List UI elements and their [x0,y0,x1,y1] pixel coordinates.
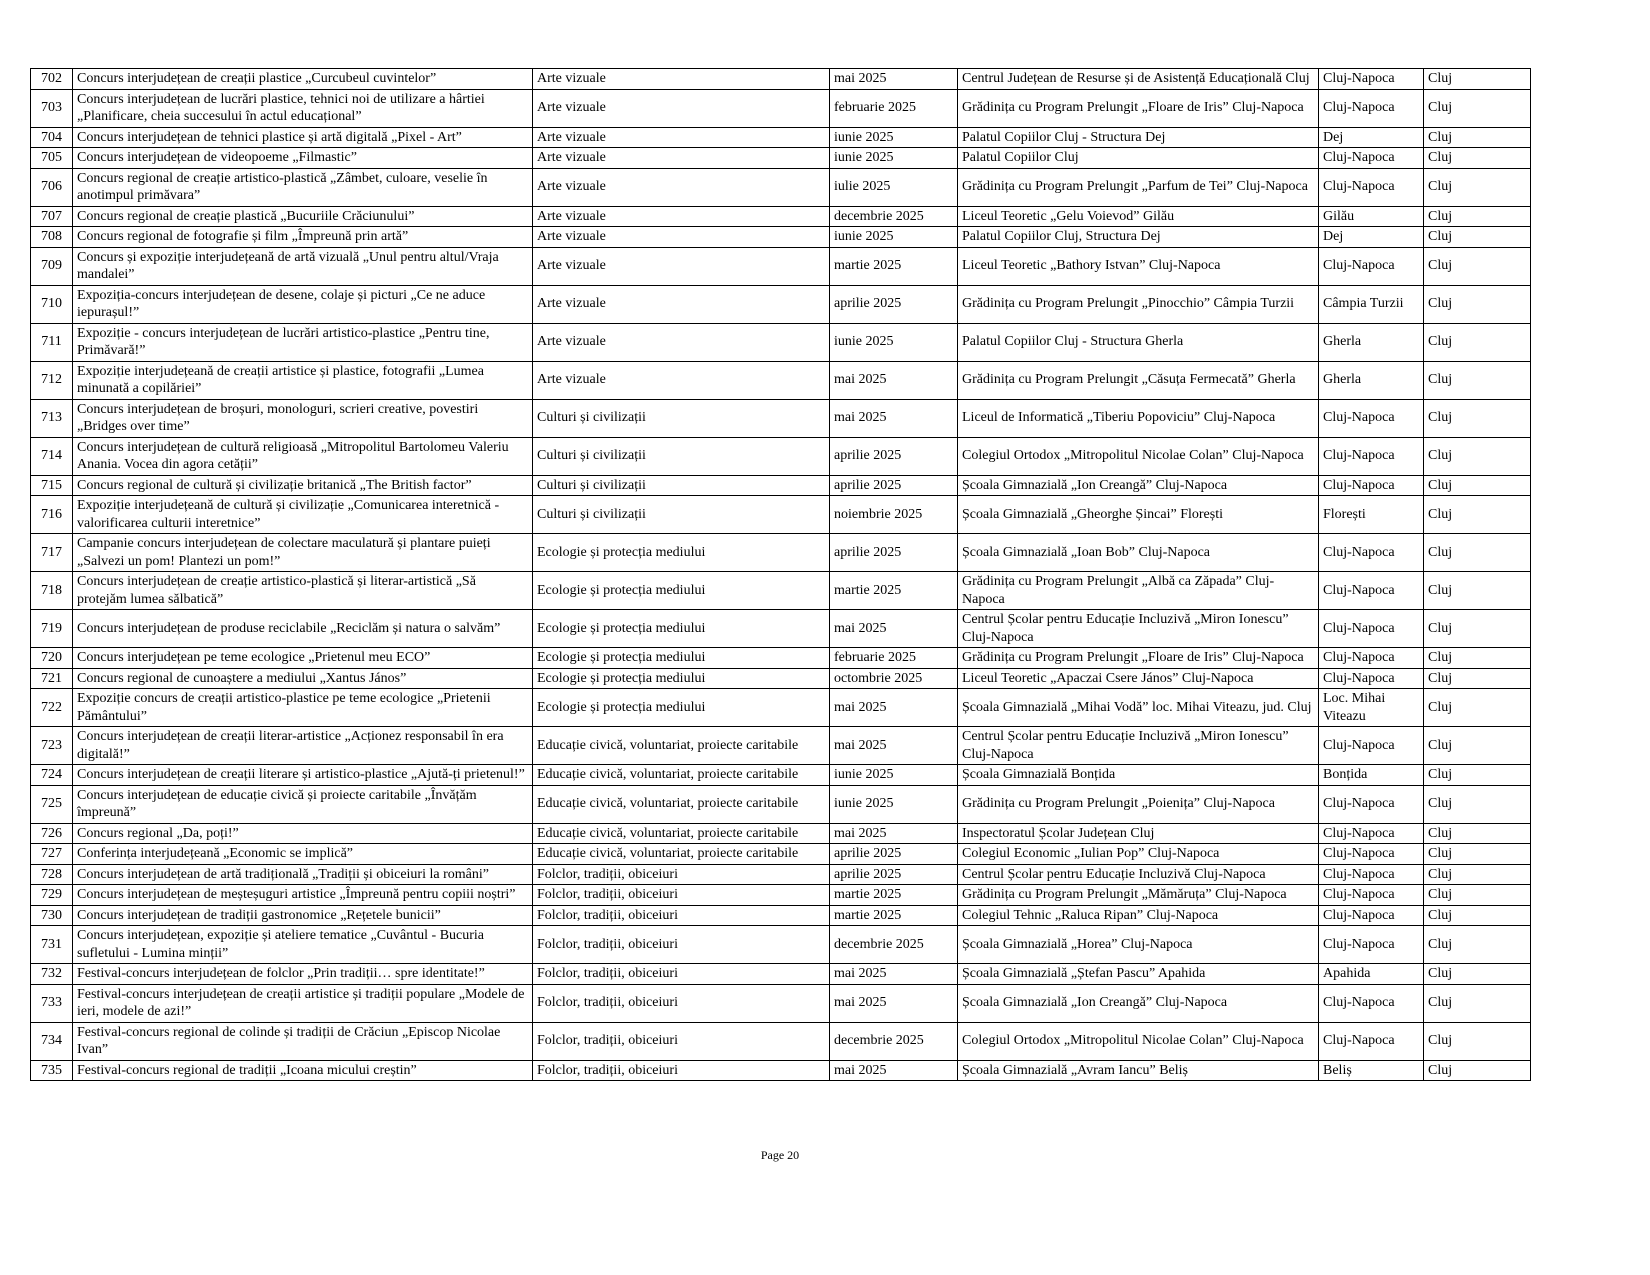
institution-cell: Școala Gimnazială „Horea” Cluj-Napoca [958,926,1319,964]
county-cell: Cluj [1424,69,1531,90]
locality-cell: Apahida [1319,964,1424,985]
date-cell: mai 2025 [830,361,958,399]
date-cell: iunie 2025 [830,785,958,823]
page-number: Page 20 [760,1148,800,1162]
county-cell: Cluj [1424,127,1531,148]
competition-name-cell: Concurs interjudețean de tradiții gastronomice „Rețetele bunicii” [73,905,533,926]
table-row [31,534,1531,572]
institution-cell: Inspectoratul Școlar Județean Cluj [958,823,1319,844]
category-cell: Folclor, tradiții, obiceiuri [533,864,830,885]
institution-cell: Liceul Teoretic „Gelu Voievod” Gilău [958,206,1319,227]
county-cell: Cluj [1424,1060,1531,1081]
date-cell: iulie 2025 [830,168,958,206]
category-cell: Arte vizuale [533,168,830,206]
county-cell: Cluj [1424,668,1531,689]
category-cell: Ecologie și protecția mediului [533,534,830,572]
table-row [31,689,1531,727]
county-cell: Cluj [1424,475,1531,496]
institution-cell: Școala Gimnazială „Ion Creangă” Cluj-Napoca [958,984,1319,1022]
date-cell: aprilie 2025 [830,475,958,496]
category-cell: Ecologie și protecția mediului [533,668,830,689]
row-number-cell: 722 [31,689,73,727]
category-cell: Arte vizuale [533,247,830,285]
row-number-cell: 705 [31,148,73,169]
category-cell: Educație civică, voluntariat, proiecte caritabile [533,785,830,823]
locality-cell: Cluj-Napoca [1319,844,1424,865]
date-cell: mai 2025 [830,689,958,727]
locality-cell: Cluj-Napoca [1319,668,1424,689]
locality-cell: Cluj-Napoca [1319,437,1424,475]
locality-cell: Câmpia Turzii [1319,285,1424,323]
competition-name-cell: Concurs interjudețean de tehnici plastice și artă digitală „Pixel - Art” [73,127,533,148]
date-cell: aprilie 2025 [830,437,958,475]
institution-cell: Palatul Copiilor Cluj [958,148,1319,169]
institution-cell: Grădinița cu Program Prelungit „Floare de Iris” Cluj-Napoca [958,648,1319,669]
table-row [31,785,1531,823]
category-cell: Arte vizuale [533,285,830,323]
competition-name-cell: Concurs regional de creație artistico-plastică „Zâmbet, culoare, veselie în anotimpul primăvara” [73,168,533,206]
table-row [31,1022,1531,1060]
institution-cell: Grădinița cu Program Prelungit „Mămăruța” Cluj-Napoca [958,885,1319,906]
competition-name-cell: Concurs interjudețean de educație civică și proiecte caritabile „Învățăm împreună” [73,785,533,823]
table-row [31,984,1531,1022]
date-cell: iunie 2025 [830,127,958,148]
category-cell: Folclor, tradiții, obiceiuri [533,1022,830,1060]
county-cell: Cluj [1424,227,1531,248]
institution-cell: Liceul Teoretic „Bathory Istvan” Cluj-Napoca [958,247,1319,285]
county-cell: Cluj [1424,148,1531,169]
county-cell: Cluj [1424,534,1531,572]
category-cell: Ecologie și protecția mediului [533,689,830,727]
table-row [31,926,1531,964]
row-number-cell: 735 [31,1060,73,1081]
county-cell: Cluj [1424,844,1531,865]
county-cell: Cluj [1424,648,1531,669]
competition-name-cell: Expoziția-concurs interjudețean de desene, colaje și picturi „Ce ne aduce iepurașul!” [73,285,533,323]
locality-cell: Gherla [1319,361,1424,399]
row-number-cell: 707 [31,206,73,227]
locality-cell: Cluj-Napoca [1319,727,1424,765]
row-number-cell: 712 [31,361,73,399]
row-number-cell: 732 [31,964,73,985]
institution-cell: Colegiul Economic „Iulian Pop” Cluj-Napoca [958,844,1319,865]
table-row [31,168,1531,206]
institution-cell: Centrul Școlar pentru Educație Incluzivă Cluj-Napoca [958,864,1319,885]
institution-cell: Centrul Județean de Resurse și de Asistență Educațională Cluj [958,69,1319,90]
table-row [31,227,1531,248]
locality-cell: Florești [1319,496,1424,534]
date-cell: decembrie 2025 [830,1022,958,1060]
institution-cell: Grădinița cu Program Prelungit „Floare de Iris” Cluj-Napoca [958,89,1319,127]
date-cell: noiembrie 2025 [830,496,958,534]
category-cell: Arte vizuale [533,148,830,169]
row-number-cell: 719 [31,610,73,648]
competition-name-cell: Expoziție concurs de creații artistico-plastice pe teme ecologice „Prietenii Pământului” [73,689,533,727]
category-cell: Ecologie și protecția mediului [533,648,830,669]
table-row [31,572,1531,610]
date-cell: mai 2025 [830,1060,958,1081]
locality-cell: Cluj-Napoca [1319,610,1424,648]
county-cell: Cluj [1424,765,1531,786]
category-cell: Folclor, tradiții, obiceiuri [533,885,830,906]
date-cell: iunie 2025 [830,323,958,361]
institution-cell: Școala Gimnazială Bonțida [958,765,1319,786]
table-row [31,727,1531,765]
locality-cell: Cluj-Napoca [1319,572,1424,610]
competition-name-cell: Festival-concurs interjudețean de folclor „Prin tradiții… spre identitate!” [73,964,533,985]
locality-cell: Loc. Mihai Viteazu [1319,689,1424,727]
row-number-cell: 734 [31,1022,73,1060]
county-cell: Cluj [1424,926,1531,964]
competition-name-cell: Conferința interjudețeană „Economic se implică” [73,844,533,865]
institution-cell: Palatul Copiilor Cluj - Structura Dej [958,127,1319,148]
date-cell: mai 2025 [830,984,958,1022]
category-cell: Arte vizuale [533,206,830,227]
competition-name-cell: Concurs regional „Da, poți!” [73,823,533,844]
row-number-cell: 730 [31,905,73,926]
institution-cell: Colegiul Tehnic „Raluca Ripan” Cluj-Napoca [958,905,1319,926]
county-cell: Cluj [1424,206,1531,227]
date-cell: martie 2025 [830,905,958,926]
competition-name-cell: Festival-concurs interjudețean de creații artistice și tradiții populare „Modele de ieri, modele de azi!” [73,984,533,1022]
category-cell: Educație civică, voluntariat, proiecte caritabile [533,727,830,765]
locality-cell: Cluj-Napoca [1319,89,1424,127]
date-cell: iunie 2025 [830,765,958,786]
county-cell: Cluj [1424,984,1531,1022]
institution-cell: Palatul Copiilor Cluj, Structura Dej [958,227,1319,248]
category-cell: Arte vizuale [533,127,830,148]
category-cell: Culturi și civilizații [533,437,830,475]
locality-cell: Cluj-Napoca [1319,1022,1424,1060]
category-cell: Arte vizuale [533,227,830,248]
county-cell: Cluj [1424,285,1531,323]
date-cell: aprilie 2025 [830,534,958,572]
competitions-table-body [31,69,1531,1081]
locality-cell: Cluj-Napoca [1319,864,1424,885]
row-number-cell: 729 [31,885,73,906]
county-cell: Cluj [1424,610,1531,648]
category-cell: Folclor, tradiții, obiceiuri [533,984,830,1022]
competition-name-cell: Festival-concurs regional de colinde și tradiții de Crăciun „Episcop Nicolae Ivan” [73,1022,533,1060]
date-cell: mai 2025 [830,964,958,985]
date-cell: aprilie 2025 [830,864,958,885]
institution-cell: Grădinița cu Program Prelungit „Poienița” Cluj-Napoca [958,785,1319,823]
competition-name-cell: Concurs interjudețean de lucrări plastice, tehnici noi de utilizare a hârtiei „Planificare, cheia succesului în actul educațional” [73,89,533,127]
institution-cell: Școala Gimnazială „Ion Creangă” Cluj-Napoca [958,475,1319,496]
category-cell: Educație civică, voluntariat, proiecte caritabile [533,823,830,844]
institution-cell: Centrul Școlar pentru Educație Incluzivă „Miron Ionescu” Cluj-Napoca [958,610,1319,648]
locality-cell: Gherla [1319,323,1424,361]
row-number-cell: 703 [31,89,73,127]
table-row [31,885,1531,906]
table-row [31,648,1531,669]
county-cell: Cluj [1424,399,1531,437]
institution-cell: Liceul de Informatică „Tiberiu Popoviciu” Cluj-Napoca [958,399,1319,437]
row-number-cell: 715 [31,475,73,496]
competition-name-cell: Concurs interjudețean de meșteșuguri artistice „Împreună pentru copiii noștri” [73,885,533,906]
date-cell: decembrie 2025 [830,926,958,964]
locality-cell: Cluj-Napoca [1319,148,1424,169]
row-number-cell: 709 [31,247,73,285]
row-number-cell: 733 [31,984,73,1022]
locality-cell: Cluj-Napoca [1319,905,1424,926]
row-number-cell: 726 [31,823,73,844]
row-number-cell: 718 [31,572,73,610]
competition-name-cell: Concurs interjudețean de artă tradițională „Tradiții și obiceiuri la români” [73,864,533,885]
category-cell: Arte vizuale [533,89,830,127]
competition-name-cell: Concurs interjudețean de cultură religioasă „Mitropolitul Bartolomeu Valeriu Anania. Vocea din agora cetății” [73,437,533,475]
category-cell: Ecologie și protecția mediului [533,572,830,610]
locality-cell: Cluj-Napoca [1319,168,1424,206]
row-number-cell: 704 [31,127,73,148]
table-row [31,964,1531,985]
institution-cell: Centrul Școlar pentru Educație Incluzivă „Miron Ionescu” Cluj-Napoca [958,727,1319,765]
competition-name-cell: Concurs și expoziție interjudețeană de artă vizuală „Unul pentru altul/Vraja mandalei” [73,247,533,285]
locality-cell: Cluj-Napoca [1319,247,1424,285]
table-row [31,844,1531,865]
competition-name-cell: Concurs interjudețean de videopoeme „Filmastic” [73,148,533,169]
county-cell: Cluj [1424,496,1531,534]
row-number-cell: 713 [31,399,73,437]
row-number-cell: 724 [31,765,73,786]
competition-name-cell: Concurs regional de cultură și civilizație britanică „The British factor” [73,475,533,496]
competition-name-cell: Expoziție interjudețeană de creații artistice și plastice, fotografii „Lumea minunată a copilăriei” [73,361,533,399]
category-cell: Folclor, tradiții, obiceiuri [533,926,830,964]
date-cell: mai 2025 [830,69,958,90]
row-number-cell: 708 [31,227,73,248]
competition-name-cell: Expoziție interjudețeană de cultură și civilizație „Comunicarea interetnică - valorificarea culturii interetnice” [73,496,533,534]
date-cell: mai 2025 [830,610,958,648]
table-row [31,1060,1531,1081]
competition-name-cell: Concurs interjudețean de creații plastice „Curcubeul cuvintelor” [73,69,533,90]
institution-cell: Colegiul Ortodox „Mitropolitul Nicolae Colan” Cluj-Napoca [958,1022,1319,1060]
date-cell: iunie 2025 [830,227,958,248]
county-cell: Cluj [1424,885,1531,906]
county-cell: Cluj [1424,864,1531,885]
county-cell: Cluj [1424,964,1531,985]
row-number-cell: 720 [31,648,73,669]
category-cell: Folclor, tradiții, obiceiuri [533,964,830,985]
row-number-cell: 710 [31,285,73,323]
table-row [31,89,1531,127]
institution-cell: Școala Gimnazială „Avram Iancu” Beliș [958,1060,1319,1081]
locality-cell: Beliș [1319,1060,1424,1081]
date-cell: decembrie 2025 [830,206,958,227]
row-number-cell: 717 [31,534,73,572]
locality-cell: Cluj-Napoca [1319,475,1424,496]
category-cell: Educație civică, voluntariat, proiecte caritabile [533,844,830,865]
locality-cell: Bonțida [1319,765,1424,786]
institution-cell: Școala Gimnazială „Mihai Vodă” loc. Mihai Viteazu, jud. Cluj [958,689,1319,727]
locality-cell: Gilău [1319,206,1424,227]
locality-cell: Cluj-Napoca [1319,785,1424,823]
locality-cell: Dej [1319,227,1424,248]
table-row [31,610,1531,648]
competition-name-cell: Concurs interjudețean de creații literare și artistico-plastice „Ajută-ți prietenul!” [73,765,533,786]
locality-cell: Cluj-Napoca [1319,984,1424,1022]
institution-cell: Grădinița cu Program Prelungit „Căsuța Fermecată” Gherla [958,361,1319,399]
table-row [31,668,1531,689]
table-row [31,905,1531,926]
institution-cell: Școala Gimnazială „Gheorghe Șincai” Florești [958,496,1319,534]
table-row [31,247,1531,285]
competition-name-cell: Concurs interjudețean de produse reciclabile „Reciclăm și natura o salvăm” [73,610,533,648]
date-cell: martie 2025 [830,572,958,610]
locality-cell: Cluj-Napoca [1319,69,1424,90]
table-row [31,206,1531,227]
row-number-cell: 731 [31,926,73,964]
row-number-cell: 711 [31,323,73,361]
locality-cell: Cluj-Napoca [1319,885,1424,906]
county-cell: Cluj [1424,823,1531,844]
locality-cell: Cluj-Napoca [1319,926,1424,964]
competition-name-cell: Concurs interjudețean de creație artistico-plastică și literar-artistică „Să protejăm lumea sălbatică” [73,572,533,610]
institution-cell: Grădinița cu Program Prelungit „Pinocchio” Câmpia Turzii [958,285,1319,323]
competitions-table [30,68,1531,1081]
date-cell: februarie 2025 [830,648,958,669]
competition-name-cell: Concurs regional de fotografie și film „Împreună prin artă” [73,227,533,248]
locality-cell: Dej [1319,127,1424,148]
date-cell: mai 2025 [830,727,958,765]
row-number-cell: 714 [31,437,73,475]
row-number-cell: 716 [31,496,73,534]
date-cell: aprilie 2025 [830,285,958,323]
table-row [31,399,1531,437]
county-cell: Cluj [1424,689,1531,727]
category-cell: Arte vizuale [533,323,830,361]
table-row [31,148,1531,169]
table-row [31,864,1531,885]
institution-cell: Școala Gimnazială „Ștefan Pascu” Apahida [958,964,1319,985]
table-row [31,127,1531,148]
county-cell: Cluj [1424,727,1531,765]
locality-cell: Cluj-Napoca [1319,399,1424,437]
date-cell: mai 2025 [830,823,958,844]
institution-cell: Colegiul Ortodox „Mitropolitul Nicolae Colan” Cluj-Napoca [958,437,1319,475]
row-number-cell: 706 [31,168,73,206]
competition-name-cell: Concurs interjudețean de broșuri, monologuri, scrieri creative, povestiri „Bridges over time” [73,399,533,437]
table-row [31,285,1531,323]
locality-cell: Cluj-Napoca [1319,648,1424,669]
county-cell: Cluj [1424,89,1531,127]
table-row [31,496,1531,534]
locality-cell: Cluj-Napoca [1319,534,1424,572]
category-cell: Arte vizuale [533,361,830,399]
row-number-cell: 702 [31,69,73,90]
competition-name-cell: Concurs regional de cunoaștere a mediului „Xantus János” [73,668,533,689]
category-cell: Culturi și civilizații [533,475,830,496]
row-number-cell: 721 [31,668,73,689]
county-cell: Cluj [1424,1022,1531,1060]
table-row [31,765,1531,786]
competition-name-cell: Festival-concurs regional de tradiții „Icoana micului creștin” [73,1060,533,1081]
date-cell: mai 2025 [830,399,958,437]
competition-name-cell: Expoziție - concurs interjudețean de lucrări artistico-plastice „Pentru tine, Primăvară!” [73,323,533,361]
table-row [31,361,1531,399]
institution-cell: Liceul Teoretic „Apaczai Csere János” Cluj-Napoca [958,668,1319,689]
row-number-cell: 728 [31,864,73,885]
table-row [31,823,1531,844]
table-row [31,475,1531,496]
competition-name-cell: Concurs regional de creație plastică „Bucuriile Crăciunului” [73,206,533,227]
category-cell: Folclor, tradiții, obiceiuri [533,1060,830,1081]
row-number-cell: 727 [31,844,73,865]
category-cell: Educație civică, voluntariat, proiecte caritabile [533,765,830,786]
table-row [31,323,1531,361]
date-cell: februarie 2025 [830,89,958,127]
category-cell: Arte vizuale [533,69,830,90]
competition-name-cell: Concurs interjudețean, expoziție și ateliere tematice „Cuvântul - Bucuria sufletului - Lumina minții” [73,926,533,964]
category-cell: Culturi și civilizații [533,496,830,534]
county-cell: Cluj [1424,361,1531,399]
competition-name-cell: Concurs interjudețean pe teme ecologice „Prietenul meu ECO” [73,648,533,669]
county-cell: Cluj [1424,785,1531,823]
competition-name-cell: Campanie concurs interjudețean de colectare maculatură și plantare puieți „Salvezi un pom! Plantezi un pom!” [73,534,533,572]
county-cell: Cluj [1424,437,1531,475]
county-cell: Cluj [1424,247,1531,285]
competition-name-cell: Concurs interjudețean de creații literar-artistice „Acționez responsabil în era digitală!” [73,727,533,765]
table-row [31,69,1531,90]
category-cell: Culturi și civilizații [533,399,830,437]
date-cell: martie 2025 [830,885,958,906]
county-cell: Cluj [1424,905,1531,926]
institution-cell: Grădinița cu Program Prelungit „Albă ca Zăpada” Cluj-Napoca [958,572,1319,610]
county-cell: Cluj [1424,168,1531,206]
date-cell: octombrie 2025 [830,668,958,689]
category-cell: Ecologie și protecția mediului [533,610,830,648]
date-cell: iunie 2025 [830,148,958,169]
date-cell: aprilie 2025 [830,844,958,865]
institution-cell: Școala Gimnazială „Ioan Bob” Cluj-Napoca [958,534,1319,572]
row-number-cell: 723 [31,727,73,765]
institution-cell: Palatul Copiilor Cluj - Structura Gherla [958,323,1319,361]
date-cell: martie 2025 [830,247,958,285]
institution-cell: Grădinița cu Program Prelungit „Parfum de Tei” Cluj-Napoca [958,168,1319,206]
county-cell: Cluj [1424,572,1531,610]
county-cell: Cluj [1424,323,1531,361]
table-row [31,437,1531,475]
category-cell: Folclor, tradiții, obiceiuri [533,905,830,926]
locality-cell: Cluj-Napoca [1319,823,1424,844]
row-number-cell: 725 [31,785,73,823]
